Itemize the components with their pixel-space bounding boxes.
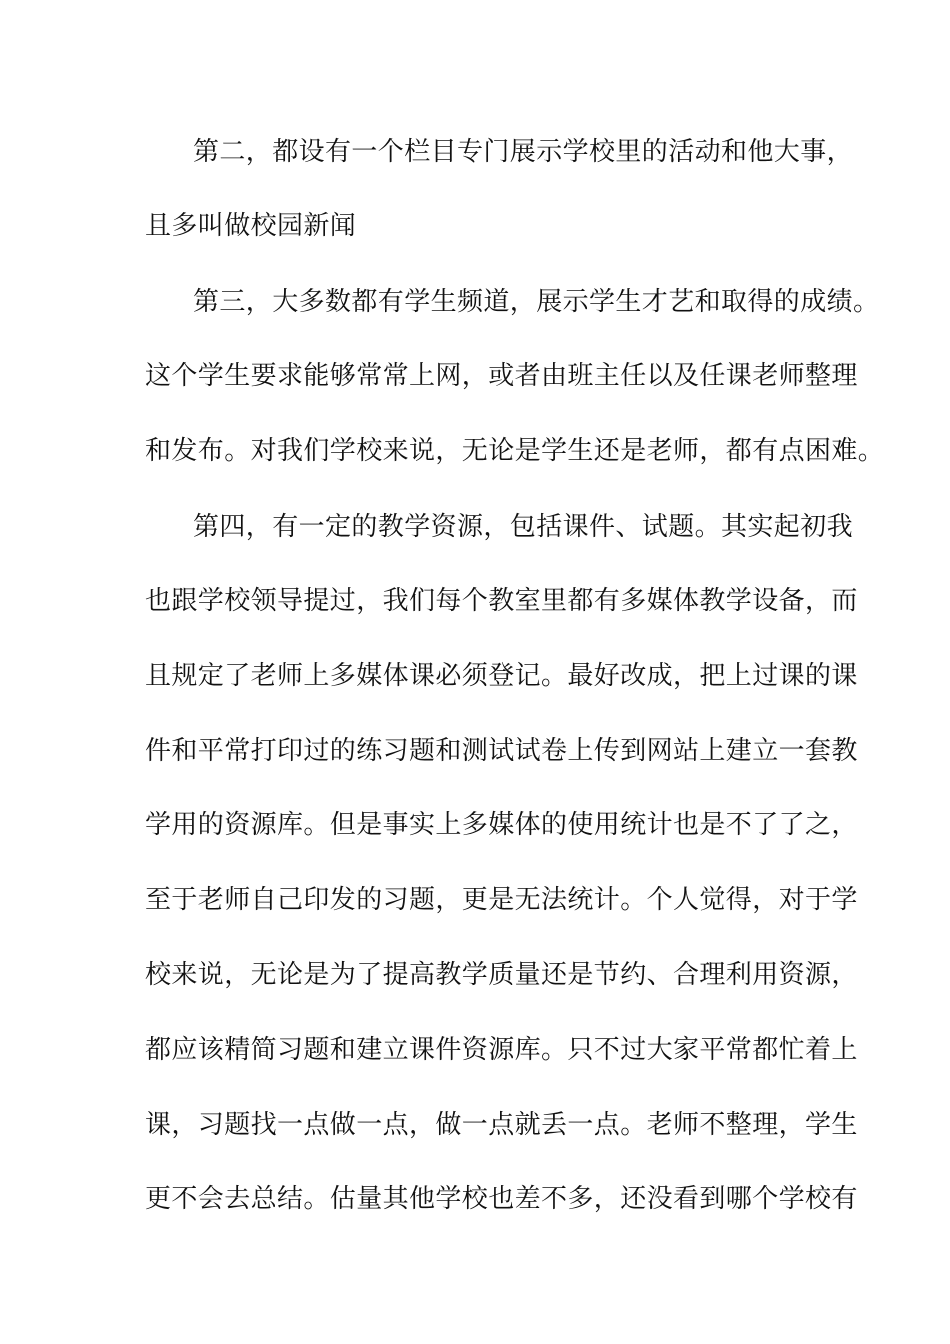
- text-line-15: 更不会去总结。估量其他学校也差不多，还没看到哪个学校有: [145, 1184, 858, 1214]
- text-line-14: 课，习题找一点做一点，做一点就丢一点。老师不整理，学生: [145, 1110, 858, 1140]
- text-line-9: 件和平常打印过的练习题和测试试卷上传到网站上建立一套教: [145, 736, 858, 766]
- text-line-1: 第二，都设有一个栏目专门展示学校里的活动和他大事，: [193, 137, 854, 167]
- text-line-11: 至于老师自己印发的习题，更是无法统计。个人觉得，对于学: [145, 885, 858, 915]
- text-line-10: 学用的资源库。但是事实上多媒体的使用统计也是不了了之，: [145, 810, 858, 840]
- text-line-3: 第三，大多数都有学生频道，展示学生才艺和取得的成绩。: [193, 287, 880, 317]
- text-line-4: 这个学生要求能够常常上网，或者由班主任以及任课老师整理: [145, 361, 858, 391]
- text-line-13: 都应该精简习题和建立课件资源库。只不过大家平常都忙着上: [145, 1035, 858, 1065]
- text-line-6: 第四，有一定的教学资源，包括课件、试题。其实起初我: [193, 512, 854, 542]
- text-line-5: 和发布。对我们学校来说，无论是学生还是老师，都有点困难。: [145, 436, 885, 466]
- text-line-7: 也跟学校领导提过，我们每个教室里都有多媒体教学设备，而: [145, 586, 858, 616]
- text-line-8: 且规定了老师上多媒体课必须登记。最好改成，把上过课的课: [145, 661, 858, 691]
- text-line-2: 且多叫做校园新闻: [145, 211, 357, 241]
- text-line-12: 校来说，无论是为了提高教学质量还是节约、合理利用资源，: [145, 960, 858, 990]
